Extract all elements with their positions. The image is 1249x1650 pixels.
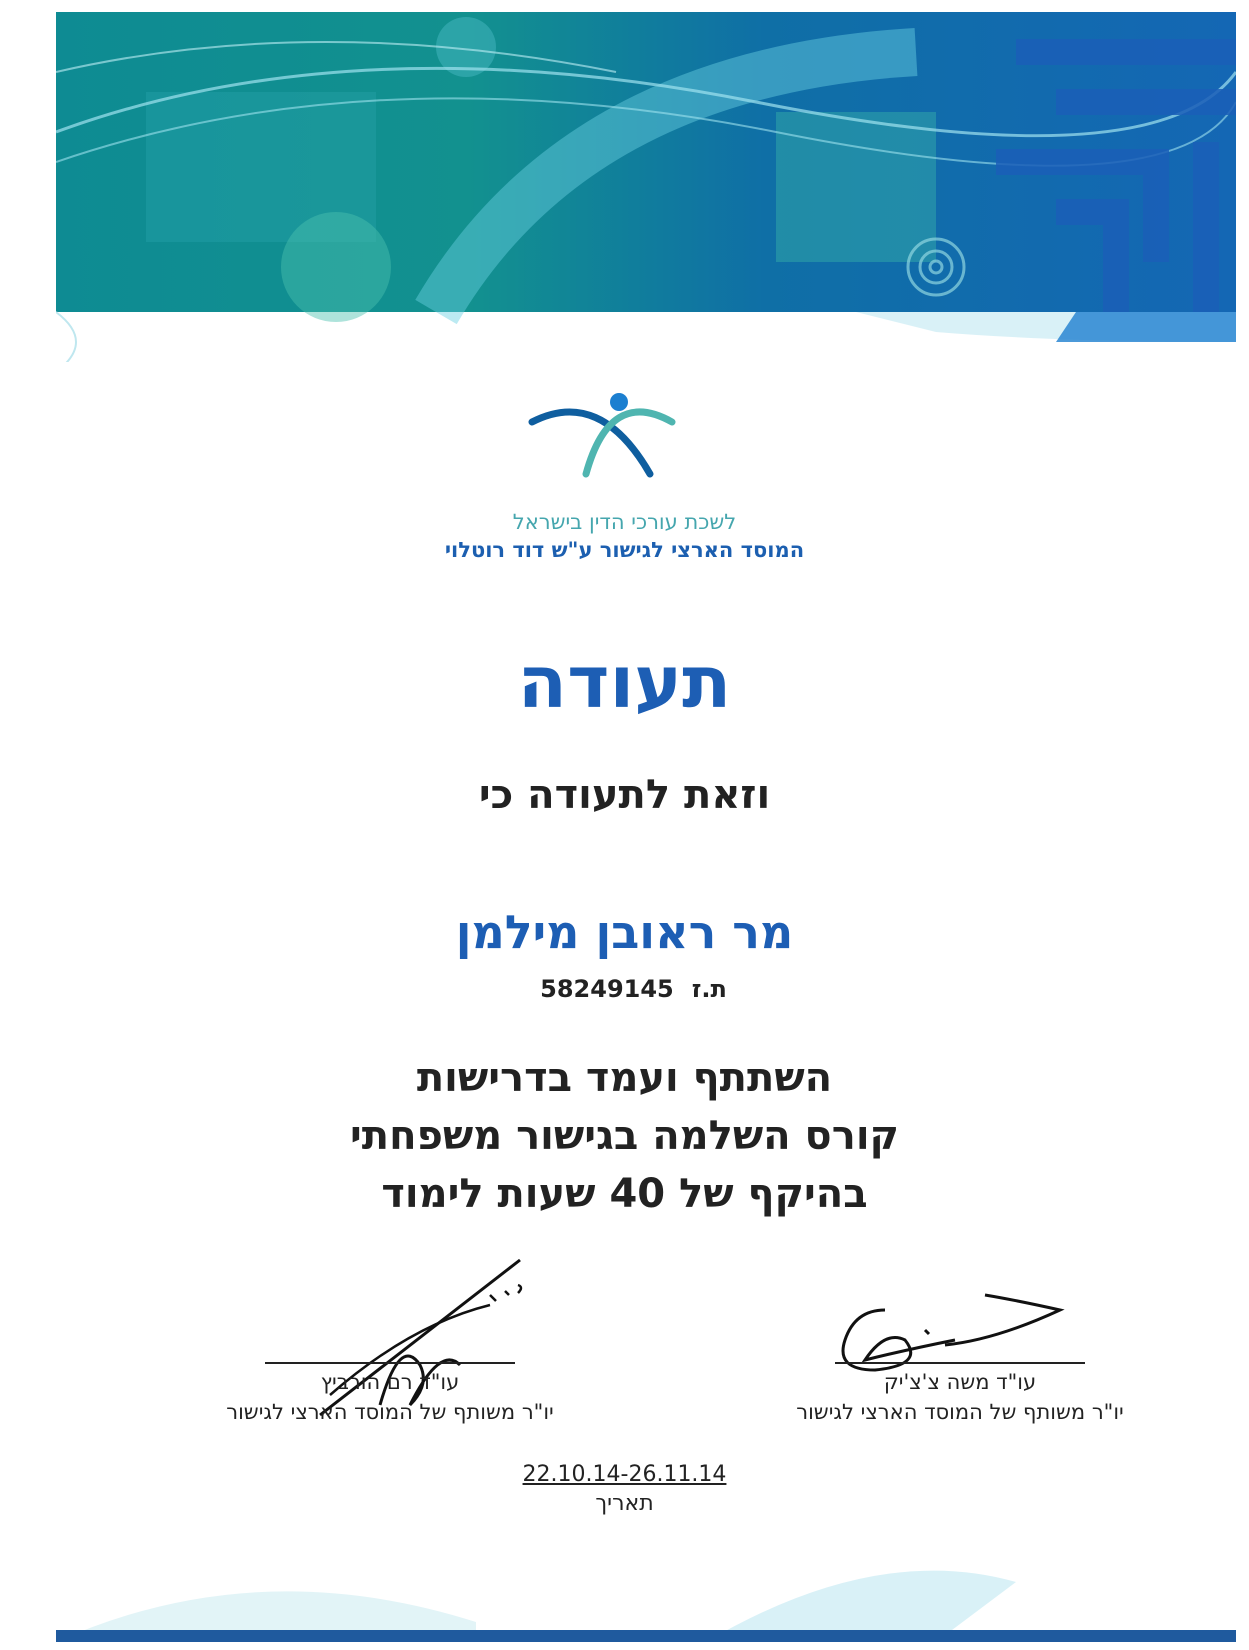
- date-label: תאריך: [595, 1491, 654, 1516]
- org-name-mediation-institute: המוסד הארצי לגישור ע"ש דוד רוטלוי: [444, 538, 805, 562]
- signature-line: [265, 1362, 515, 1364]
- certificate-subtitle: וזאת לתעודה כי: [478, 772, 771, 818]
- header-banner: [56, 12, 1236, 362]
- recipient-name: מר ראובן מילמן: [455, 905, 794, 959]
- date-block: [0, 1462, 1249, 1516]
- person-arc-logo: [500, 392, 700, 486]
- id-label: ת.ז: [691, 975, 727, 1003]
- signer-name: עו"ד רם הורביץ: [320, 1370, 460, 1394]
- body-line-2: קורס השלמה בגישור משפחתי: [349, 1113, 900, 1159]
- body-line-3: בהיקף של 40 שעות לימוד: [381, 1171, 868, 1217]
- certificate-title: תעודה: [517, 640, 732, 724]
- signer-role: יו"ר משותף של המוסד הארצי לגישור: [226, 1400, 554, 1424]
- footer-bar: [56, 1630, 1236, 1642]
- footer-decoration: [56, 1542, 1236, 1642]
- signer-name: עו"ד משה צ'צ'יק: [883, 1370, 1037, 1394]
- body-line-1: השתתף ועמד בדרישות: [416, 1055, 833, 1101]
- signature-line: [835, 1362, 1085, 1364]
- id-number: 58249145: [540, 975, 674, 1003]
- date-value: 22.10.14-26.11.14: [522, 1462, 727, 1487]
- org-name-bar-association: לשכת עורכי הדין בישראל: [512, 510, 737, 534]
- signature-block-right: [760, 1362, 1160, 1424]
- signature-block-left: [190, 1362, 590, 1424]
- signer-role: יו"ר משותף של המוסד הארצי לגישור: [796, 1400, 1124, 1424]
- recipient-id: [0, 975, 1249, 1003]
